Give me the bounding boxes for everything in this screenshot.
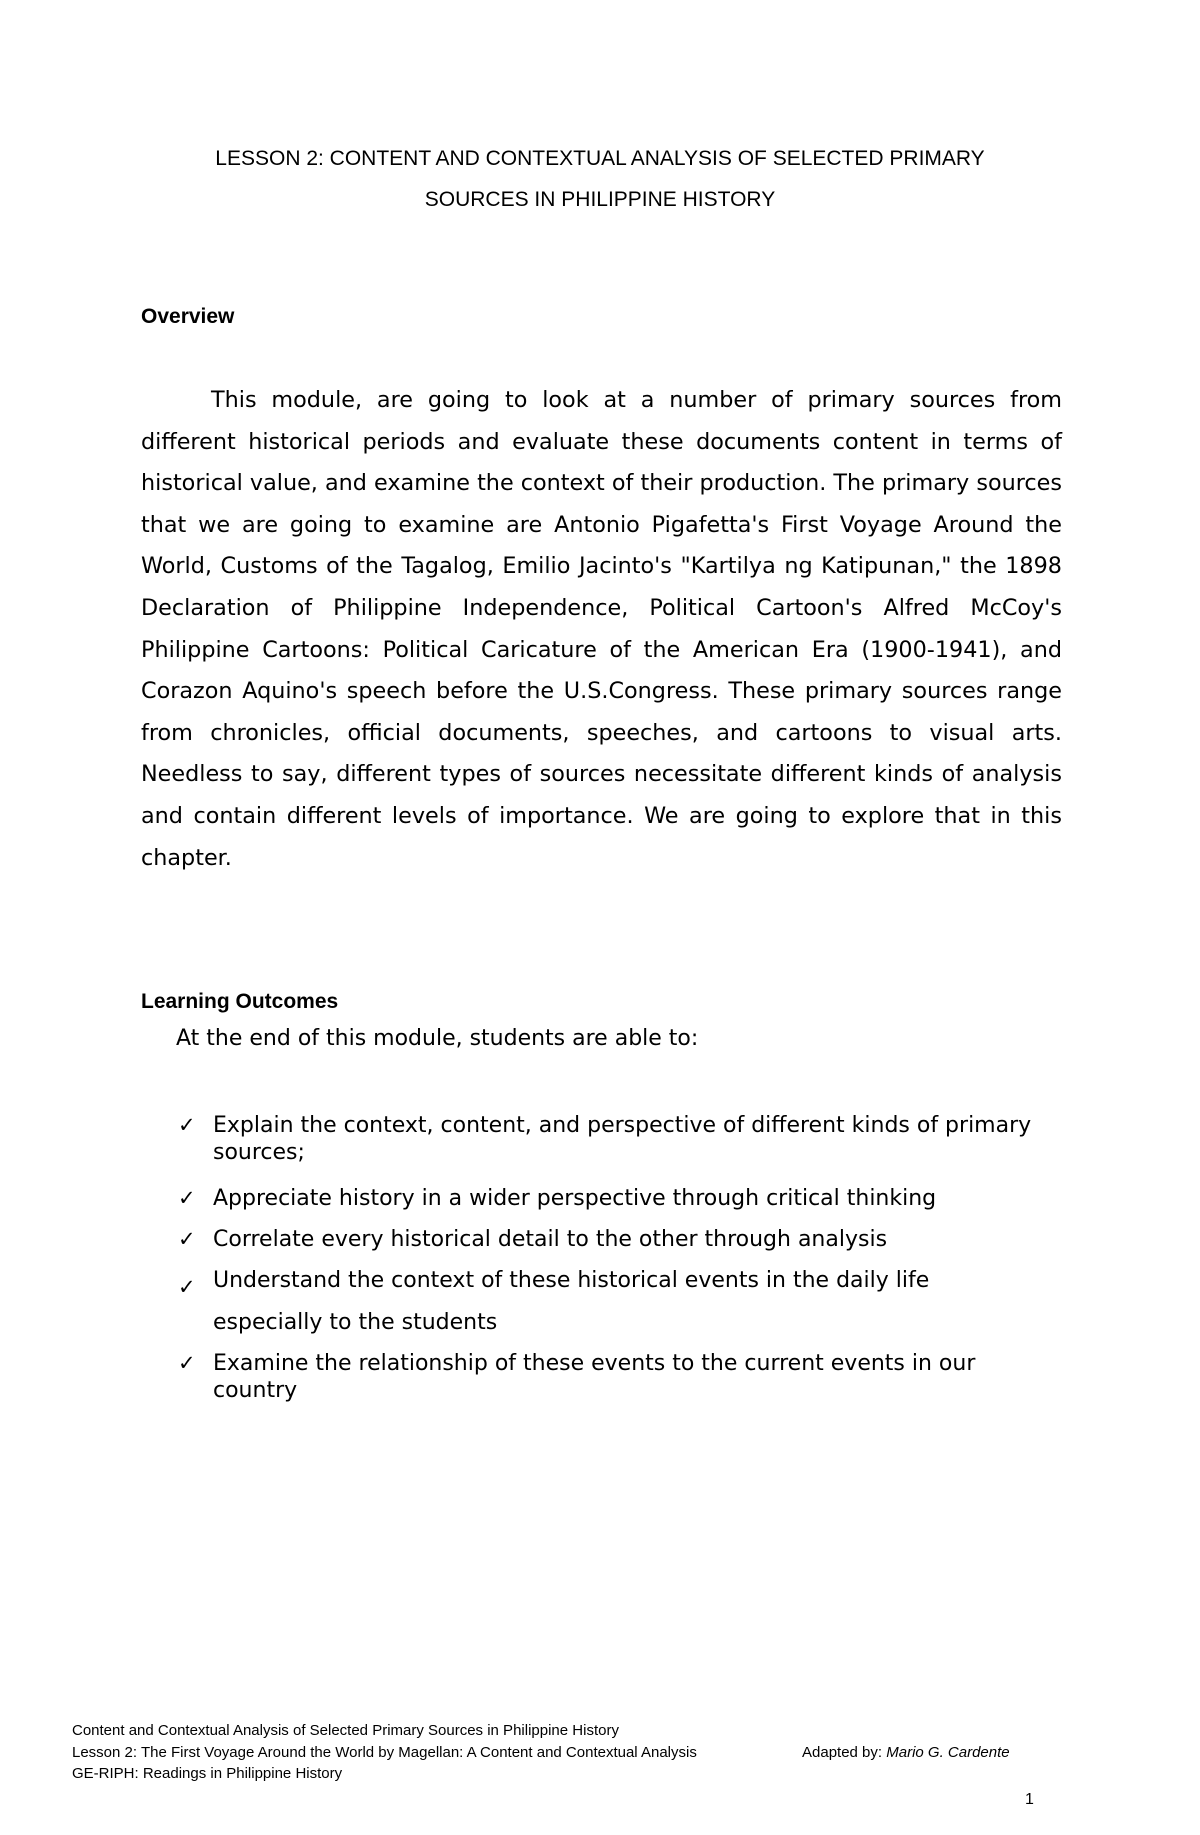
learning-outcomes-intro: At the end of this module, students are able to: <box>176 1026 699 1051</box>
outcome-text: Correlate every historical detail to the other through analysis <box>213 1227 888 1252</box>
footer-adapted-by <box>802 1742 1010 1764</box>
page-number: 1 <box>1025 1791 1034 1808</box>
overview-paragraph: This module, are going to look at a number of primary sources from different historical periods and evaluate these documents content in terms of historical value, and examine the context of their production. The primary sources that we are going to examine are Antonio Pigafetta's First Voyage Around the World, Customs of the Tagalog, Emilio Jacinto's "Kartilya ng Katipunan," the 1898 Declaration of Philippine Independence, Political Cartoon's Alfred McCoy's Philippine Cartoons: Political Caricature of the American Era (1900-1941), and Corazon Aquino's speech before the U.S.Congress. These primary sources range from chronicles, official documents, speeches, and cartoons to visual arts. Needless to say, different types of sources necessitate different kinds of analysis and contain different levels of importance. We are going to explore that in this chapter. <box>141 387 1062 871</box>
author-name: Mario G. Cardente <box>886 1744 1010 1761</box>
outcome-item <box>178 1112 1068 1166</box>
footer-line-2: Lesson 2: The First Voyage Around the World by Magellan: A Content and Contextual Analysis GE-RIPH: Readings in Philippine History <box>72 1743 697 1782</box>
learning-outcomes-heading: Learning Outcomes <box>141 990 339 1013</box>
outcome-item <box>178 1226 1068 1253</box>
outcome-text: Appreciate history in a wider perspective through critical thinking <box>213 1186 937 1211</box>
lesson-title-line-1: LESSON 2: CONTENT AND CONTEXTUAL ANALYSIS OF SELECTED PRIMARY <box>215 147 985 170</box>
lesson-title <box>140 138 1060 220</box>
check-icon: ✓ <box>178 1227 196 1251</box>
lesson-title-line-2: SOURCES IN PHILIPPINE HISTORY <box>424 188 776 211</box>
adapted-by-label: Adapted by: <box>802 1744 883 1761</box>
outcome-item <box>178 1260 1028 1343</box>
outcome-text: Examine the relationship of these events to the current events in our country <box>213 1351 976 1403</box>
outcome-item <box>178 1350 1058 1404</box>
check-icon: ✓ <box>178 1113 196 1137</box>
outcome-text: Explain the context, content, and perspective of different kinds of primary sources; <box>213 1113 1032 1165</box>
footer-line-1: Content and Contextual Analysis of Selected Primary Sources in Philippine History <box>72 1722 619 1739</box>
overview-heading: Overview <box>141 305 235 328</box>
check-icon: ✓ <box>178 1351 196 1375</box>
check-icon: ✓ <box>178 1186 196 1210</box>
footer-lesson-info <box>72 1720 712 1785</box>
check-icon: ✓ <box>178 1275 196 1299</box>
outcome-text: Understand the context of these historical events in the daily life especially to the students <box>213 1268 930 1335</box>
outcome-item <box>178 1185 1068 1212</box>
